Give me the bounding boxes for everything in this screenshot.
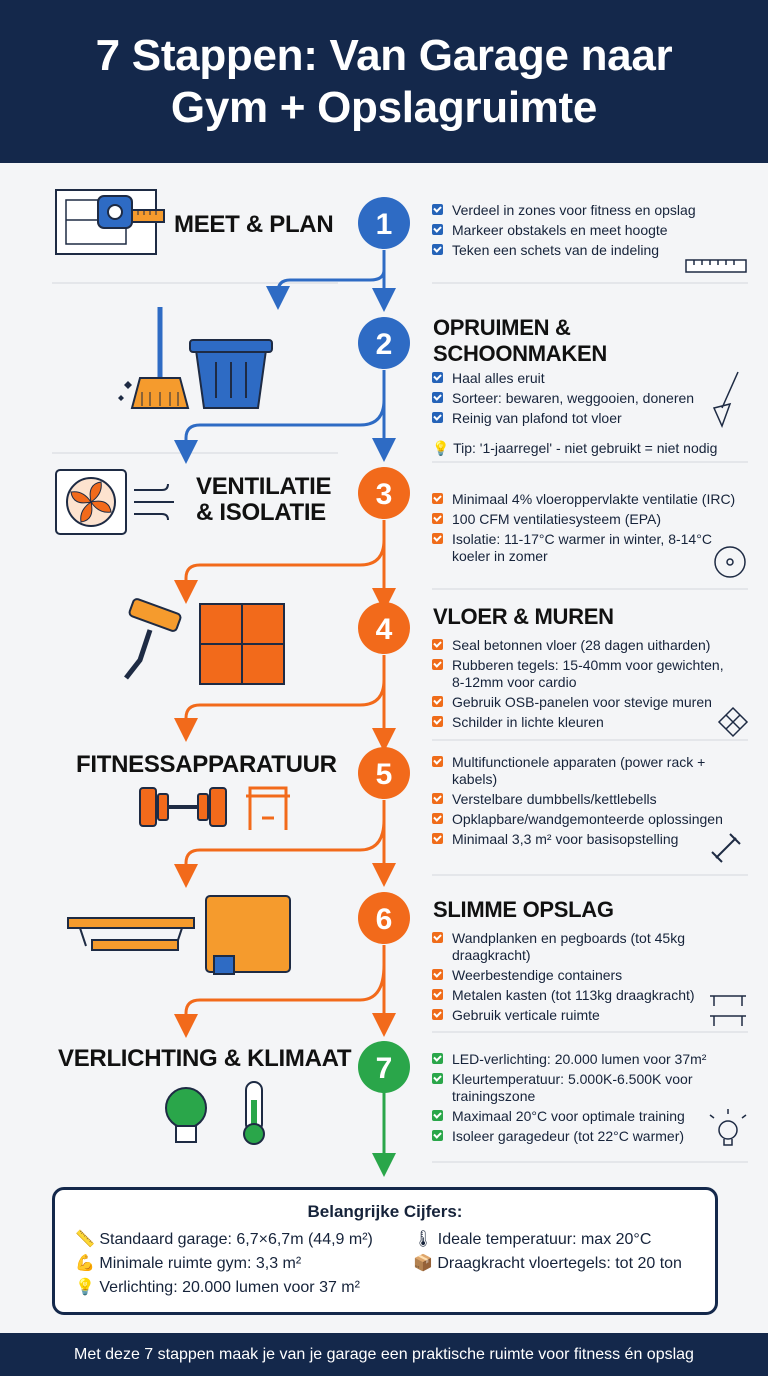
list-item: Reinig van plafond tot vloer bbox=[432, 410, 694, 427]
checkbox-icon bbox=[432, 204, 443, 215]
list-item: Haal alles eruit bbox=[432, 370, 694, 387]
checkbox-icon bbox=[432, 1130, 443, 1141]
checkbox-icon bbox=[432, 1110, 443, 1121]
checkbox-icon bbox=[432, 533, 443, 544]
step-circle-5 bbox=[358, 747, 410, 799]
checkbox-icon bbox=[432, 989, 443, 1000]
checkbox-icon bbox=[432, 756, 443, 767]
step-3-title-line-2: & ISOLATIE bbox=[196, 499, 326, 526]
checkbox-icon bbox=[432, 932, 443, 943]
step-circle-1 bbox=[358, 197, 410, 249]
blueprint-measuring-tape-icon bbox=[56, 190, 164, 254]
checkbox-icon bbox=[432, 813, 443, 824]
list-item: Gebruik verticale ruimte bbox=[432, 1007, 695, 1024]
checkbox-icon bbox=[432, 244, 443, 255]
step-2-title-line-1: OPRUIMEN & bbox=[433, 315, 571, 340]
list-item-continued: 8-12mm voor cardio bbox=[452, 674, 577, 690]
key-figure-floor-load: 📦 Draagkracht vloertegels: tot 20 ton bbox=[413, 1255, 682, 1272]
step-7-checklist bbox=[432, 1051, 706, 1148]
list-item-continued: koeler in zomer bbox=[452, 548, 548, 564]
list-item: 100 CFM ventilatiesysteem (EPA) bbox=[432, 511, 735, 528]
step-2-checklist bbox=[432, 370, 694, 430]
step-6-title: SLIMME OPSLAG bbox=[433, 897, 614, 922]
svg-text:2: 2 bbox=[375, 328, 393, 361]
list-item: Weerbestendige containers bbox=[432, 967, 695, 984]
step-3-title-line-1: VENTILATIE bbox=[196, 473, 332, 500]
step-3-title bbox=[196, 474, 331, 526]
checkbox-icon bbox=[432, 793, 443, 804]
svg-text:3: 3 bbox=[375, 478, 393, 511]
step-2-title bbox=[433, 315, 607, 367]
checkbox-icon bbox=[432, 224, 443, 235]
lightbulb-icon: 💡 bbox=[75, 1279, 95, 1296]
checkbox-icon bbox=[432, 1053, 443, 1064]
paint-roller-tiles-icon bbox=[126, 598, 284, 684]
flexed-arm-icon: 💪 bbox=[75, 1255, 95, 1272]
idea-bulb-icon bbox=[710, 1109, 746, 1145]
checkbox-icon bbox=[432, 412, 443, 423]
exhaust-fan-icon bbox=[56, 470, 174, 534]
svg-text:4: 4 bbox=[375, 613, 393, 646]
checkbox-icon bbox=[432, 833, 443, 844]
svg-text:1: 1 bbox=[375, 208, 393, 241]
package-icon: 📦 bbox=[413, 1255, 433, 1272]
list-item: Wandplanken en pegboards (tot 45kg bbox=[432, 930, 695, 947]
broom-trash-can-icon bbox=[118, 307, 272, 408]
list-item: Isolatie: 11-17°C warmer in winter, 8-14°C bbox=[432, 531, 735, 548]
footer-text: Met deze 7 stappen maak je van je garage een praktische ruimte voor fitness én opslag bbox=[74, 1346, 694, 1363]
key-figure-garage: 📏 Standaard garage: 6,7×6,7m (44,9 m²) bbox=[75, 1231, 373, 1248]
list-item: Markeer obstakels en meet hoogte bbox=[432, 222, 696, 239]
shelf-pegboard-icon bbox=[68, 896, 290, 974]
checkbox-icon bbox=[432, 969, 443, 980]
checkbox-icon bbox=[432, 659, 443, 670]
broom-icon bbox=[714, 372, 738, 426]
svg-text:6: 6 bbox=[375, 903, 393, 936]
checkbox-icon bbox=[432, 493, 443, 504]
step-circle-6 bbox=[358, 892, 410, 944]
checkbox-icon bbox=[432, 716, 443, 727]
list-item: Verdeel in zones voor fitness en opslag bbox=[432, 202, 696, 219]
step-circle-3 bbox=[358, 467, 410, 519]
step-6-checklist bbox=[432, 930, 695, 1027]
list-item: Sorteer: bewaren, weggooien, doneren bbox=[432, 390, 694, 407]
checkbox-icon bbox=[432, 372, 443, 383]
list-item: Multifunctionele apparaten (power rack + bbox=[432, 754, 723, 771]
ruler-icon: 📏 bbox=[75, 1231, 95, 1248]
checkbox-icon bbox=[432, 513, 443, 524]
step-5-checklist bbox=[432, 754, 723, 851]
step-2-tip: 💡 Tip: '1-jaarregel' - niet gebruikt = niet nodig bbox=[432, 440, 718, 456]
step-3-checklist bbox=[432, 491, 735, 568]
list-item: Schilder in lichte kleuren bbox=[432, 714, 724, 731]
list-item: Kleurtemperatuur: 5.000K-6.500K voor bbox=[432, 1071, 706, 1088]
checkbox-icon bbox=[432, 1009, 443, 1020]
list-item-continued: trainingszone bbox=[452, 1088, 536, 1104]
thermometer-icon: 🌡 bbox=[413, 1231, 434, 1248]
list-item: Opklapbare/wandgemonteerde oplossingen bbox=[432, 811, 723, 828]
list-item: Verstelbare dumbbells/kettlebells bbox=[432, 791, 723, 808]
step-7-title: VERLICHTING & KLIMAAT bbox=[58, 1045, 352, 1072]
checkbox-icon bbox=[432, 1073, 443, 1084]
list-item: Rubberen tegels: 15-40mm voor gewichten, bbox=[432, 657, 724, 674]
key-figure-temperature: 🌡 Ideale temperatuur: max 20°C bbox=[413, 1231, 652, 1248]
list-item: Maximaal 20°C voor optimale training bbox=[432, 1108, 706, 1125]
list-item: Isoleer garagedeur (tot 22°C warmer) bbox=[432, 1128, 706, 1145]
list-item-continued: draagkracht) bbox=[452, 947, 531, 963]
step-1-title: MEET & PLAN bbox=[174, 211, 334, 238]
key-figures-title: Belangrijke Cijfers: bbox=[307, 1202, 463, 1221]
list-item: Gebruik OSB-panelen voor stevige muren bbox=[432, 694, 724, 711]
title-line-1: 7 Stappen: Van Garage naar bbox=[95, 31, 673, 80]
step-circle-4 bbox=[358, 602, 410, 654]
step-circle-7 bbox=[358, 1041, 410, 1093]
step-4-checklist bbox=[432, 637, 724, 734]
step-1-checklist bbox=[432, 202, 696, 262]
svg-text:5: 5 bbox=[375, 758, 393, 791]
lightbulb-thermometer-icon bbox=[166, 1082, 264, 1144]
step-2-title-line-2: SCHOONMAKEN bbox=[433, 341, 607, 366]
step-5-title: FITNESSAPPARATUUR bbox=[76, 751, 337, 778]
checkbox-icon bbox=[432, 392, 443, 403]
svg-text:7: 7 bbox=[375, 1052, 393, 1085]
step-4-title: VLOER & MUREN bbox=[433, 604, 614, 629]
footer-banner bbox=[0, 1333, 768, 1376]
key-figures-box bbox=[52, 1187, 718, 1315]
list-item: Teken een schets van de indeling bbox=[432, 242, 696, 259]
checkbox-icon bbox=[432, 696, 443, 707]
list-item: Minimaal 4% vloeroppervlakte ventilatie (IRC) bbox=[432, 491, 735, 508]
barbell-power-rack-icon bbox=[140, 788, 290, 830]
list-item: Seal betonnen vloer (28 dagen uitharden) bbox=[432, 637, 724, 654]
title-line-2: Gym + Opslagruimte bbox=[170, 83, 598, 132]
step-circle-2 bbox=[358, 317, 410, 369]
list-item: Metalen kasten (tot 113kg draagkracht) bbox=[432, 987, 695, 1004]
list-item: LED-verlichting: 20.000 lumen voor 37m² bbox=[432, 1051, 706, 1068]
list-item: Minimaal 3,3 m² voor basisopstelling bbox=[432, 831, 723, 848]
bench-icon bbox=[710, 996, 746, 1026]
key-figure-gym-space: 💪 Minimale ruimte gym: 3,3 m² bbox=[75, 1255, 302, 1272]
checkbox-icon bbox=[432, 639, 443, 650]
lightbulb-icon: 💡 bbox=[432, 440, 450, 456]
key-figure-lighting: 💡 Verlichting: 20.000 lumen voor 37 m² bbox=[75, 1279, 360, 1296]
list-item-continued: kabels) bbox=[452, 771, 498, 787]
